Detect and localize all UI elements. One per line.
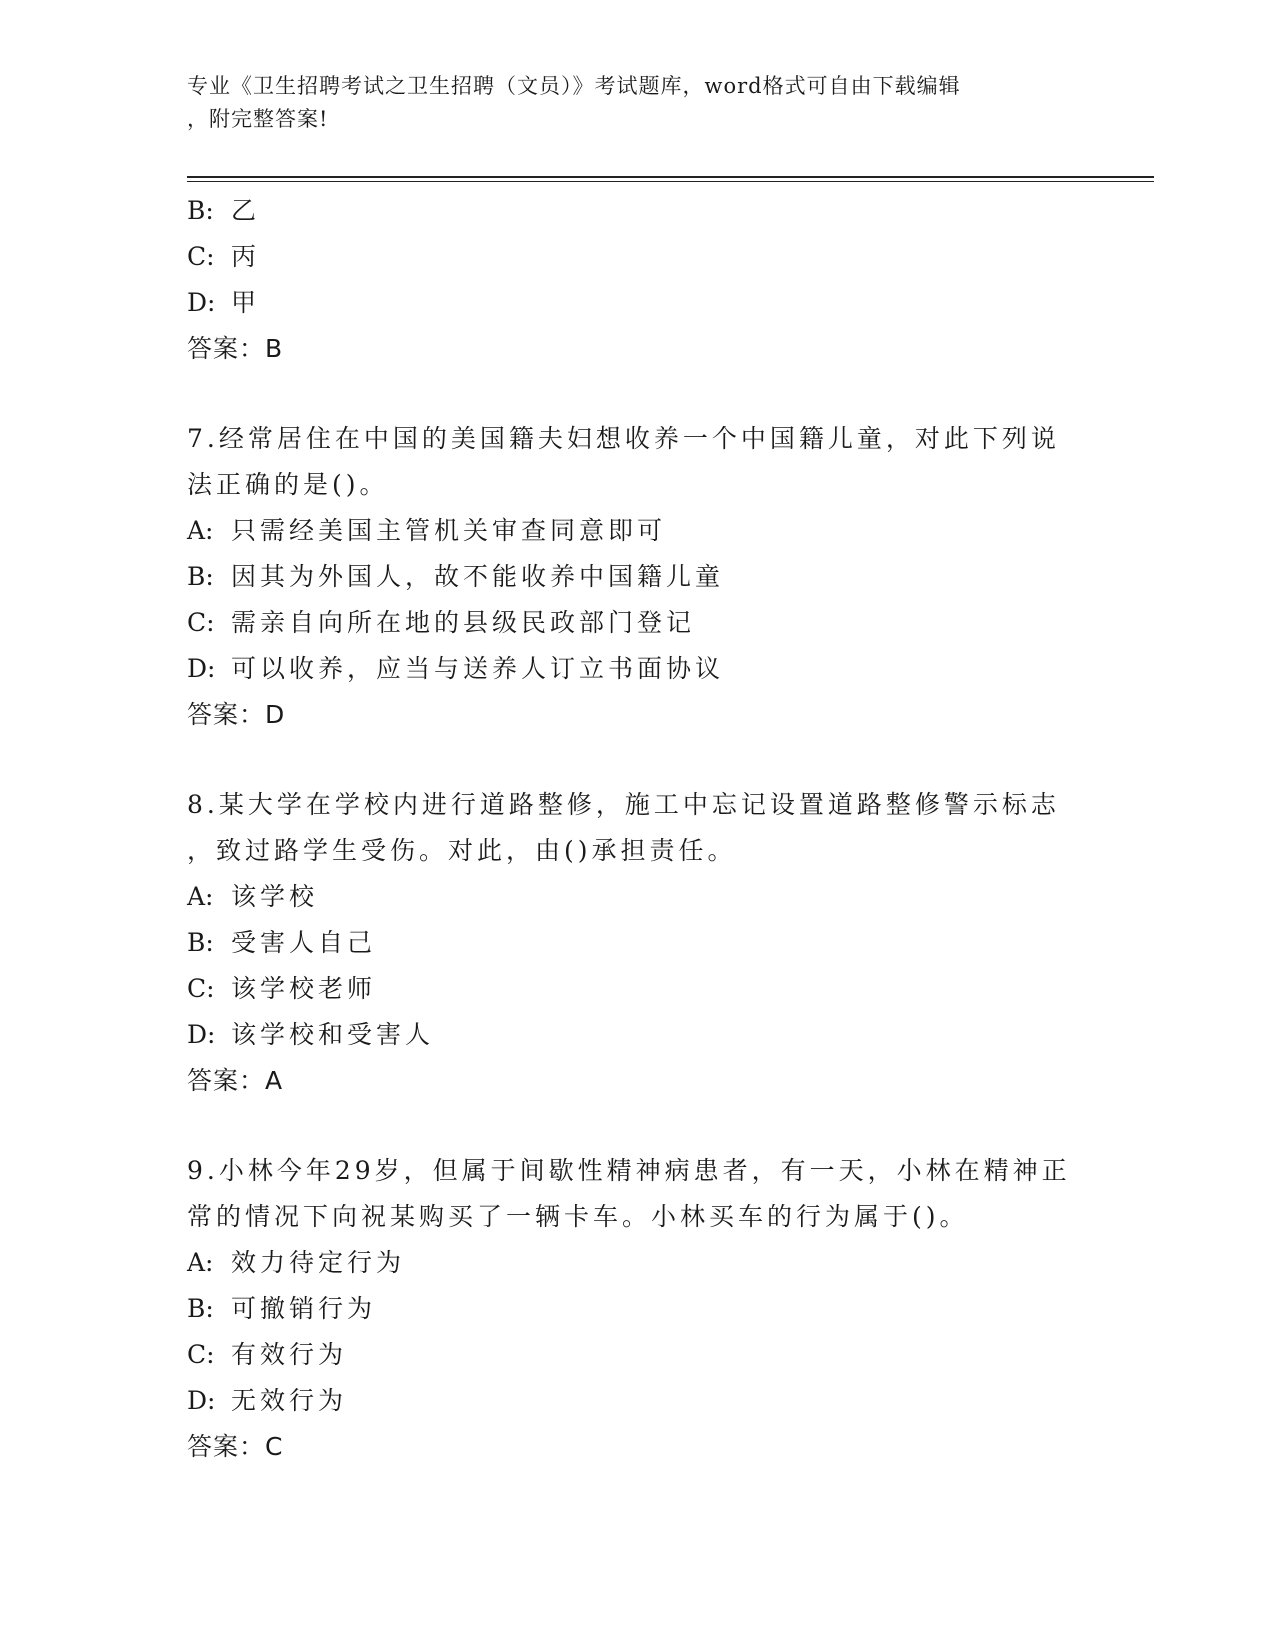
answer-line: 答案：D [187,700,286,729]
option-key: A: [187,516,214,545]
option-c [187,600,1107,646]
option-text: 可撤销行为 [231,1294,377,1323]
option-text: 因其为外国人，故不能收养中国籍儿童 [231,562,725,591]
option-key: B: [187,562,214,591]
answer-line: 答案：A [187,1066,284,1095]
option-text: 该学校和受害人 [231,1020,435,1049]
option-text: 需亲自向所在地的县级民政部门登记 [231,608,696,637]
option-d [187,1012,1107,1058]
option-key: C: [187,974,215,1003]
option-text: 该学校老师 [231,974,377,1003]
option-b [187,920,1107,966]
option-text: 效力待定行为 [231,1248,406,1277]
option-text: 只需经美国主管机关审查同意即可 [231,516,667,545]
option-c [187,234,1107,280]
question-prev-continued [187,188,1107,372]
header-divider-thin [187,181,1154,182]
option-key: D: [187,288,216,317]
option-a [187,1240,1107,1286]
question-stem-line: 8.某大学在学校内进行道路整修，施工中忘记设置道路整修警示标志 [187,790,1060,819]
option-b [187,554,1107,600]
option-key: C: [187,608,215,637]
option-key: D: [187,1020,216,1049]
question-stem-line: ，致过路学生受伤。对此，由()承担责任。 [187,836,737,865]
question-stem-line: 9.小林今年29岁，但属于间歇性精神病患者，有一天，小林在精神正 [187,1156,1071,1185]
question-stem-line: 常的情况下向祝某购买了一辆卡车。小林买车的行为属于()。 [187,1202,969,1231]
option-b [187,188,1107,234]
option-text: 丙 [231,242,261,271]
header-title-line-1: 专业《卫生招聘考试之卫生招聘（文员）》考试题库，word格式可自由下载编辑 [187,74,961,98]
option-a [187,874,1107,920]
option-text: 乙 [231,196,261,225]
option-d [187,1378,1107,1424]
option-a [187,508,1107,554]
option-key: A: [187,1248,214,1277]
option-key: B: [187,196,214,225]
question-stem-line: 7.经常居住在中国的美国籍夫妇想收养一个中国籍儿童，对此下列说 [187,424,1060,453]
option-key: A: [187,882,214,911]
answer-line: 答案：B [187,334,284,363]
header-title-line-2: ，附完整答案! [187,107,329,131]
option-text: 甲 [231,288,261,317]
option-text: 有效行为 [231,1340,348,1369]
question-list [187,188,1107,1514]
option-key: D: [187,654,216,683]
option-key: B: [187,1294,214,1323]
option-text: 该学校 [231,882,319,911]
option-d [187,280,1107,326]
option-key: D: [187,1386,216,1415]
document-header [187,70,1087,136]
option-text: 受害人自己 [231,928,377,957]
option-key: C: [187,242,215,271]
question-stem-line: 法正确的是()。 [187,470,389,499]
option-c [187,1332,1107,1378]
option-d [187,646,1107,692]
option-text: 无效行为 [231,1386,348,1415]
option-text: 可以收养，应当与送养人订立书面协议 [231,654,725,683]
option-key: B: [187,928,214,957]
header-divider [187,176,1154,178]
question-8 [187,782,1107,1104]
option-c [187,966,1107,1012]
question-9 [187,1148,1107,1470]
option-b [187,1286,1107,1332]
option-key: C: [187,1340,215,1369]
answer-line: 答案：C [187,1432,284,1461]
question-7 [187,416,1107,738]
